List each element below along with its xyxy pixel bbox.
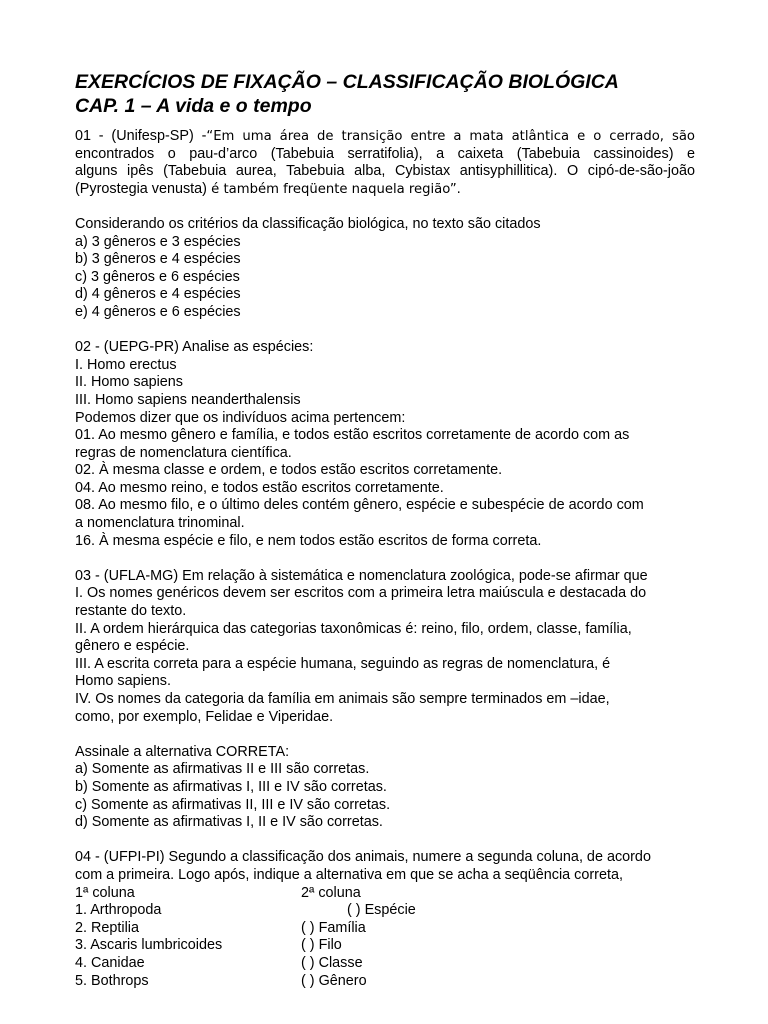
q2-line: regras de nomenclatura científica. <box>75 444 292 461</box>
q4-row-left: 4. Canidae <box>75 954 145 971</box>
q1-option-c: c) 3 gêneros e 6 espécies <box>75 268 240 285</box>
title-line-1: EXERCÍCIOS DE FIXAÇÃO – CLASSIFICAÇÃO BIOLÓGICA <box>75 71 619 93</box>
q1-stem: Considerando os critérios da classificação biológica, no texto são citados <box>75 215 541 232</box>
q1-line-4: (Pyrostegia venusta) é também freqüente naquela região”. <box>75 180 461 197</box>
q4-row-right: ( ) Gênero <box>301 972 367 989</box>
q2-line: 16. À mesma espécie e filo, e nem todos estão escritos de forma correta. <box>75 532 542 549</box>
q3-line: IV. Os nomes da categoria da família em animais são sempre terminados em –idae, <box>75 691 610 707</box>
q4-column-headers <box>75 885 695 903</box>
q2-line: 02 - (UEPG-PR) Analise as espécies: <box>75 339 314 356</box>
q4-row-left: 2. Reptilia <box>75 919 139 936</box>
q1-option-d: d) 4 gêneros e 4 espécies <box>75 286 241 303</box>
q4-row <box>75 937 695 955</box>
q1-option-e: e) 4 gêneros e 6 espécies <box>75 303 241 320</box>
title-line-2: CAP. 1 – A vida e o tempo <box>75 95 312 117</box>
q4-row <box>75 973 695 991</box>
q2-line: I. Homo erectus <box>75 356 177 373</box>
q4-col2-header: 2ª coluna <box>301 884 361 901</box>
document-title <box>75 70 695 118</box>
question-1 <box>75 128 695 322</box>
q4-row-left: 3. Ascaris lumbricoides <box>75 937 223 954</box>
q1-option-b: b) 3 gêneros e 4 espécies <box>75 251 241 268</box>
q4-col1-header: 1ª coluna <box>75 884 135 901</box>
q3-line: I. Os nomes genéricos devem ser escritos com a primeira letra maiúscula e destacada do <box>75 585 647 602</box>
q4-row-left: 5. Bothrops <box>75 972 149 989</box>
q4-line-1: 04 - (UFPI-PI) Segundo a classificação dos animais, numere a segunda coluna, de acordo <box>75 849 651 866</box>
q1-line-3: alguns ipês (Tabebuia aurea, Tabebuia alba, Cybistax antisyphillitica). O cipó-de-são-joão <box>75 163 695 180</box>
q4-row <box>75 955 695 973</box>
question-4 <box>75 849 695 990</box>
q1-line-2: encontrados o pau-d’arco (Tabebuia serratifolia), a caixeta (Tabebuia cassinoides) e <box>75 145 695 162</box>
q4-row-left: 1. Arthropoda <box>75 902 162 919</box>
q2-line: 02. À mesma classe e ordem, e todos estão escritos corretamente. <box>75 462 503 479</box>
q4-row-right: ( ) Família <box>301 919 366 936</box>
q3-line: III. A escrita correta para a espécie humana, seguindo as regras de nomenclatura, é <box>75 655 611 672</box>
q3-option-b: b) Somente as afirmativas I, III e IV são corretas. <box>75 778 387 795</box>
q4-row-right: ( ) Classe <box>301 954 363 971</box>
question-2 <box>75 339 695 550</box>
q1-option-a: a) 3 gêneros e 3 espécies <box>75 233 241 250</box>
q3-stem: Assinale a alternativa CORRETA: <box>75 743 290 760</box>
q3-option-c: c) Somente as afirmativas II, III e IV são corretas. <box>75 796 391 813</box>
q4-row-right: ( ) Espécie <box>347 902 416 919</box>
q4-line-2: com a primeira. Logo após, indique a alternativa em que se acha a seqüência correta, <box>75 866 623 883</box>
q4-row <box>75 920 695 938</box>
q2-line: II. Homo sapiens <box>75 374 183 391</box>
q4-row-right: ( ) Filo <box>301 937 342 954</box>
q4-row <box>75 902 695 920</box>
q2-line: 01. Ao mesmo gênero e família, e todos estão escritos corretamente de acordo com as <box>75 427 630 444</box>
q3-option-d: d) Somente as afirmativas I, II e IV são corretas. <box>75 814 383 831</box>
q2-line: 04. Ao mesmo reino, e todos estão escritos corretamente. <box>75 479 444 496</box>
q3-line: II. A ordem hierárquica das categorias taxonômicas é: reino, filo, ordem, classe, família, <box>75 620 632 637</box>
q3-option-a: a) Somente as afirmativas II e III são corretas. <box>75 761 370 778</box>
q3-line: Homo sapiens. <box>75 673 171 690</box>
q2-line: III. Homo sapiens neanderthalensis <box>75 391 301 408</box>
q3-line: gênero e espécie. <box>75 638 190 655</box>
q2-line: a nomenclatura trinominal. <box>75 515 245 532</box>
document-page <box>75 70 695 990</box>
q2-line: Podemos dizer que os indivíduos acima pertencem: <box>75 409 406 426</box>
q3-line: restante do texto. <box>75 603 187 620</box>
q1-line-1: 01 - (Unifesp-SP) -“Em uma área de transição entre a mata atlântica e o cerrado, são <box>75 128 695 144</box>
q3-line: 03 - (UFLA-MG) Em relação à sistemática e nomenclatura zoológica, pode-se afirmar que <box>75 567 648 584</box>
question-3 <box>75 568 695 832</box>
q3-line: como, por exemplo, Felidae e Viperidae. <box>75 708 334 725</box>
q2-line: 08. Ao mesmo filo, e o último deles contém gênero, espécie e subespécie de acordo com <box>75 497 644 514</box>
